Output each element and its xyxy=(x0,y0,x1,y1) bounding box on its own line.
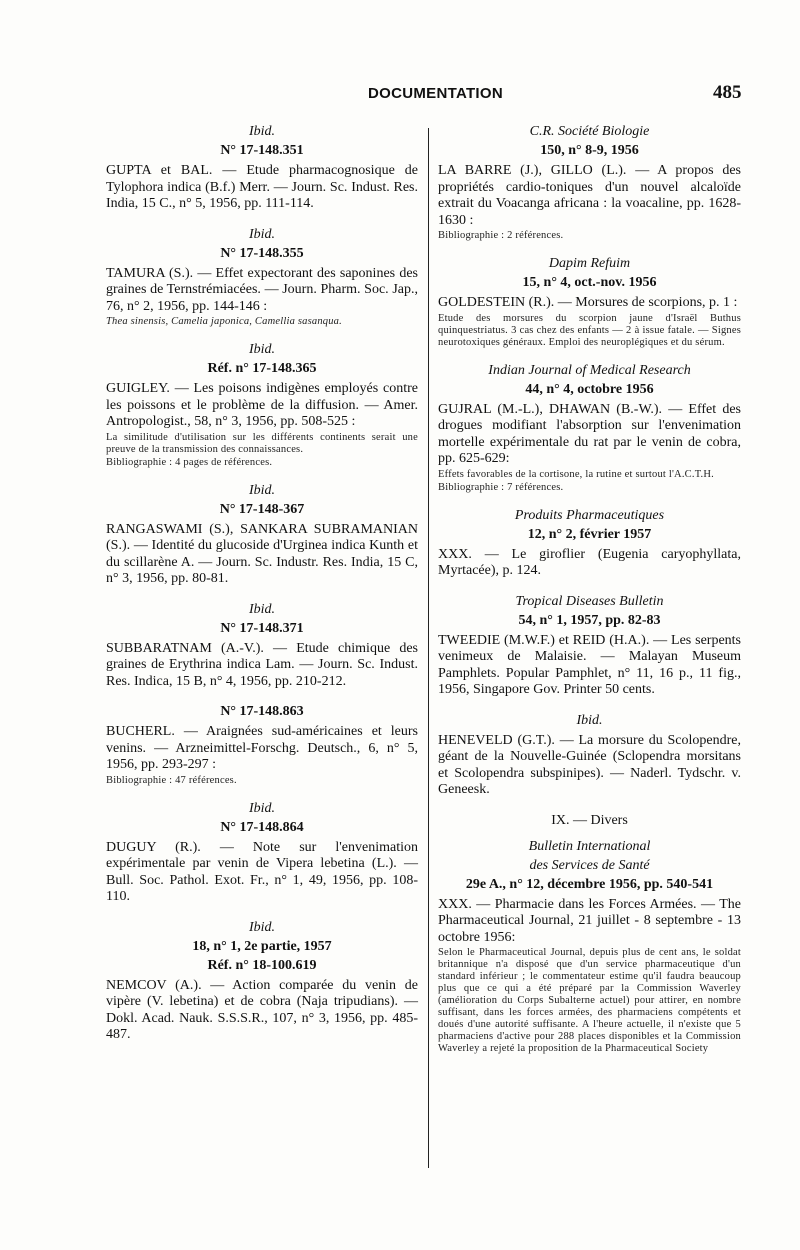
reference-number: N° 17-148-367 xyxy=(219,501,305,517)
journal-title: Indian Journal of Medical Research xyxy=(488,362,691,378)
reference-number: Réf. n° 18-100.619 xyxy=(207,957,317,973)
bibliographic-entry: XXX. — Le giroflier (Eugenia caryophyllata, Myrtacée), p. 124. xyxy=(438,546,741,578)
entry-note: Selon le Pharmaceutical Journal, depuis plus de cent ans, le soldat britannique n'a disposé que d'un service pharmaceutique d'un standard inférieur ; le commentateur estime qu'il faudra beaucoup plus que ce qui a été préparé par la Commission Waverley (amélioration du Corps Subalterne actuel) pour attirer, en nombre suffisant, dans les forces armées, des pharmaciens compétents et doués d'une autorité suffisante. A l'heure actuelle, il n'existe que 5 pharmaciens d'active pour 288 places disponibles et la Commission Waverley a rejeté la proposition de la Pharmaceutical Society xyxy=(438,947,741,1054)
running-title: DOCUMENTATION xyxy=(368,85,503,102)
journal-title: Ibid. xyxy=(248,919,276,935)
journal-title: Tropical Diseases Bulletin xyxy=(515,593,664,609)
reference-number: 29e A., n° 12, décembre 1956, pp. 540-541 xyxy=(465,876,714,892)
entry-note: Thea sinensis, Camelia japonica, Camellia sasanqua. xyxy=(106,316,342,327)
entry-note: Effets favorables de la cortisone, la rutine et surtout l'A.C.T.H. xyxy=(438,468,714,480)
left-column xyxy=(106,122,418,1044)
journal-title: Ibid. xyxy=(248,601,276,617)
reference-number: 18, n° 1, 2e partie, 1957 xyxy=(192,938,332,954)
bibliographic-entry: LA BARRE (J.), GILLO (L.). — A propos des propriétés cardio-toniques d'un nouvel alcaloïde extrait du Voacanga africana : la voacaline, pp. 1628-1630 : xyxy=(438,163,741,228)
section-heading: IX. — Divers xyxy=(551,812,628,828)
bibliographic-entry: TAMURA (S.). — Effet expectorant des saponines des graines de Ternstrémiacées. — Journ. Pharm. Soc. Jap., 76, n° 2, 1956, pp. 144-146 : xyxy=(106,265,418,314)
journal-title: Ibid. xyxy=(248,124,276,139)
column-divider xyxy=(428,128,429,1168)
reference-number: 12, n° 2, février 1957 xyxy=(527,526,652,542)
journal-title: C.R. Société Biologie xyxy=(529,124,650,139)
reference-number: 15, n° 4, oct.-nov. 1956 xyxy=(522,275,657,290)
reference-number: N° 17-148.351 xyxy=(220,143,304,158)
bibliographic-entry: XXX. — Pharmacie dans les Forces Armées. — The Pharmaceutical Journal, 21 juillet - 8 septembre - 13 octobre 1956: xyxy=(438,896,741,945)
right-column xyxy=(438,122,741,1055)
journal-title: Ibid. xyxy=(248,342,276,357)
entry-note: La similitude d'utilisation sur les différents continents serait une preuve de la transmission des connaissances. xyxy=(106,431,418,455)
journal-title: des Services de Santé xyxy=(529,857,650,873)
entry-note: Bibliographie : 7 références. xyxy=(438,481,564,493)
reference-number: N° 17-148.371 xyxy=(220,620,304,636)
bibliographic-entry: SUBBARATNAM (A.-V.). — Etude chimique des graines de Erythrina indica Lam. — Journ. Sc. Indust. Res. Indica, 15 B, n° 4, 1956, pp. 210-212. xyxy=(106,640,418,689)
reference-number: N° 17-148.863 xyxy=(220,704,304,719)
page-header xyxy=(0,82,800,112)
bibliographic-entry: DUGUY (R.). — Note sur l'envenimation expérimentale par venin de Vipera lebetina (L.). — Bull. Soc. Pathol. Exot. Fr., n° 1, 49, 1956, pp. 108-110. xyxy=(106,839,418,904)
reference-number: N° 17-148.355 xyxy=(220,245,304,261)
bibliographic-entry: GOLDESTEIN (R.). — Morsures de scorpions, p. 1 : xyxy=(438,295,738,310)
bibliographic-entry: NEMCOV (A.). — Action comparée du venin de vipère (V. lebetina) et de cobra (Naja tripudians). — Dokl. Acad. Nauk. S.S.S.R., 107, n° 3, 1956, pp. 485-487. xyxy=(106,977,418,1042)
journal-title: Dapim Refuim xyxy=(548,256,631,271)
reference-number: 54, n° 1, 1957, pp. 82-83 xyxy=(518,612,661,628)
journal-title: Produits Pharmaceutiques xyxy=(514,507,665,523)
bibliographic-entry: BUCHERL. — Araignées sud-américaines et leurs venins. — Arzneimittel-Forschg. Deutsch., 6, n° 5, 1956, pp. 293-297 : xyxy=(106,724,418,772)
entry-note: Bibliographie : 2 références. xyxy=(438,230,564,241)
bibliographic-entry: RANGASWAMI (S.), SANKARA SUBRAMANIAN (S.). — Identité du glucoside d'Urginea indica Kunth et du scillarène A. — Journ. Sc. Industr. Res. India, 15 C, n° 3, 1956, pp. 80-81. xyxy=(106,521,418,586)
journal-title: Ibid. xyxy=(248,226,276,242)
page-number: 485 xyxy=(713,82,742,103)
journal-title: Bulletin International xyxy=(528,838,651,854)
entry-note: Etude des morsures du scorpion jaune d'Israël Buthus quinquestriatus. 3 cas chez des enfants — 2 à issue fatale. — Signes neurotoxiques généraux. Emploi des neuroplégiques et du sérum. xyxy=(438,312,741,348)
bibliographic-entry: GUPTA et BAL. — Etude pharmacognosique de Tylophora indica (B.f.) Merr. — Journ. Sc. Indust. Res. India, 15 C., n° 5, 1956, pp. 111-114. xyxy=(106,163,418,211)
reference-number: N° 17-148.864 xyxy=(220,819,304,835)
entry-note: Bibliographie : 4 pages de références. xyxy=(106,456,273,468)
reference-number: Réf. n° 17-148.365 xyxy=(207,361,317,376)
journal-title: Ibid. xyxy=(576,712,603,728)
reference-number: 150, n° 8-9, 1956 xyxy=(540,143,639,158)
journal-title: Ibid. xyxy=(248,800,276,816)
bibliographic-entry: GUJRAL (M.-L.), DHAWAN (B.-W.). — Effet des drogues modifiant l'absorption sur l'envenimation mortelle expérimentale du rat par le venin de cobra, pp. 625-629: xyxy=(438,401,741,466)
entry-note: Bibliographie : 47 références. xyxy=(106,774,237,786)
bibliographic-entry: GUIGLEY. — Les poisons indigènes employés contre les poissons et le problème de la diffusion. — Amer. Antropologist., 58, n° 3, 1956, pp. 508-525 : xyxy=(106,381,418,429)
bibliographic-entry: TWEEDIE (M.W.F.) et REID (H.A.). — Les serpents venimeux de Malaisie. — Malayan Museum Pamphlets. Popular Pamphlet, n° 11, 16 p., 11 fig., 1956, Singapore Gov. Printer 50 cents. xyxy=(438,632,741,697)
reference-number: 44, n° 4, octobre 1956 xyxy=(525,381,654,397)
bibliographic-entry: HENEVELD (G.T.). — La morsure du Scolopendre, géant de la Nouvelle-Guinée (Sclopendra morsitans et Scolopendra subspinipes). — Naderl. Tydschr. v. Geneesk. xyxy=(438,732,741,797)
journal-title: Ibid. xyxy=(248,482,276,498)
